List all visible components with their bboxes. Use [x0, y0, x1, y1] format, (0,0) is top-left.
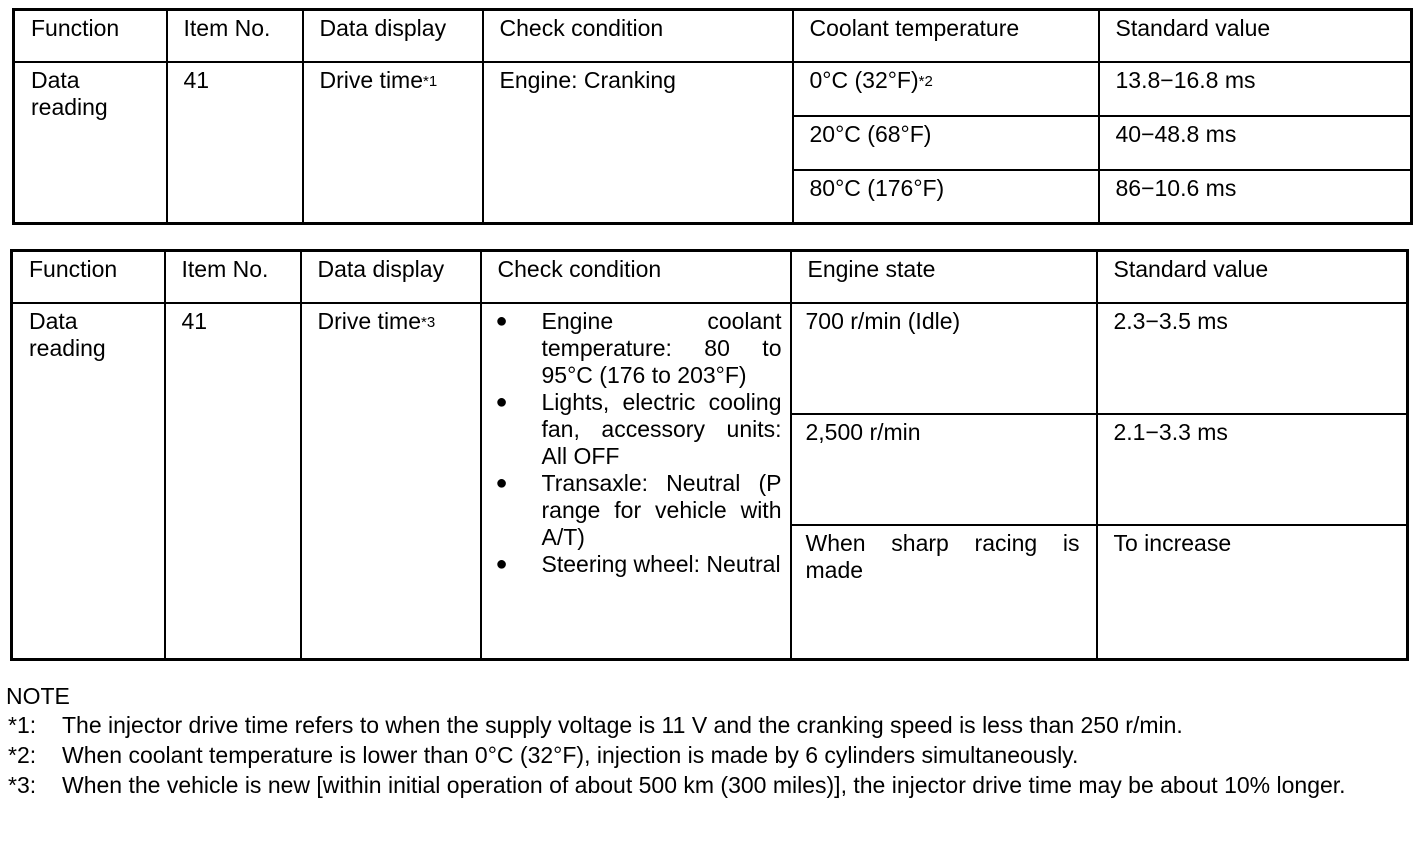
footnote-item: [6, 742, 1406, 769]
list-item: [492, 470, 790, 551]
data-display-cell: [303, 62, 483, 224]
engine-state-cell: When sharp racing is made: [791, 525, 1097, 660]
standard-value-cell: 2.1−3.3 ms: [1097, 414, 1408, 525]
list-item: [492, 308, 790, 389]
table-row: [14, 62, 1412, 116]
header-check-condition: Check condition: [483, 10, 793, 62]
list-item: [492, 389, 790, 470]
coolant-temp-text: 0°C (32°F): [809, 66, 919, 93]
condition-text: Transaxle: Neutral (P range for vehicle with A/T): [541, 469, 782, 550]
header-data-display: Data display: [303, 10, 483, 62]
footnote-ref: *1: [423, 72, 438, 90]
coolant-temp-cell: 80°C (176°F): [793, 170, 1099, 224]
header-function: Function: [12, 251, 165, 303]
bullet-icon: ●: [495, 552, 508, 575]
engine-state-cell: 700 r/min (Idle): [791, 303, 1097, 414]
data-display-text: Drive time: [319, 66, 424, 93]
footnote-item: [6, 712, 1406, 739]
data-display-text: Drive time: [317, 307, 422, 334]
check-condition-cell: Engine: Cranking: [483, 62, 793, 224]
bullet-icon: ●: [495, 309, 508, 332]
footnote-item: [6, 772, 1406, 799]
header-function: Function: [14, 10, 167, 62]
item-no-cell: 41: [167, 62, 303, 224]
condition-text: Lights, electric cooling fan, accessory units: All OFF: [541, 388, 782, 469]
notes-section: [6, 683, 1406, 802]
header-engine-state: Engine state: [791, 251, 1097, 303]
check-condition-cell: [481, 303, 791, 660]
standard-value-cell: 2.3−3.5 ms: [1097, 303, 1408, 414]
table-row: [12, 303, 1408, 414]
header-check-condition: Check condition: [481, 251, 791, 303]
coolant-temperature-table: [12, 8, 1413, 225]
coolant-temp-cell: 20°C (68°F): [793, 116, 1099, 170]
footnote-mark: *1:: [8, 712, 37, 738]
condition-list: [492, 308, 790, 578]
footnote-text: When coolant temperature is lower than 0°C (32°F), injection is made by 6 cylinders simultaneously.: [62, 742, 1079, 768]
footnote-mark: *3:: [8, 772, 37, 798]
header-standard-value: Standard value: [1097, 251, 1408, 303]
footnote-ref: *2: [918, 72, 933, 90]
condition-text: Engine coolant temperature: 80 to 95°C (176 to 203°F): [541, 307, 782, 388]
table-header-row: [14, 10, 1412, 62]
header-coolant-temperature: Coolant temperature: [793, 10, 1099, 62]
header-data-display: Data display: [301, 251, 481, 303]
bullet-icon: ●: [495, 471, 508, 494]
function-cell: Data reading: [14, 62, 167, 224]
footnote-ref: *3: [421, 313, 436, 331]
standard-value-cell: To increase: [1097, 525, 1408, 660]
table-header-row: [12, 251, 1408, 303]
bullet-icon: ●: [495, 390, 508, 413]
standard-value-cell: 40−48.8 ms: [1099, 116, 1412, 170]
engine-state-cell: 2,500 r/min: [791, 414, 1097, 525]
note-title: NOTE: [6, 683, 70, 709]
header-standard-value: Standard value: [1099, 10, 1412, 62]
engine-state-table-body: [10, 249, 1409, 661]
list-item: [492, 551, 790, 578]
header-item-no: Item No.: [165, 251, 301, 303]
standard-value-cell: 86−10.6 ms: [1099, 170, 1412, 224]
data-display-cell: [301, 303, 481, 660]
footnote-text: When the vehicle is new [within initial operation of about 500 km (300 miles)], the injector drive time may be about 10% longer.: [62, 772, 1346, 798]
standard-value-cell: 13.8−16.8 ms: [1099, 62, 1412, 116]
item-no-cell: 41: [165, 303, 301, 660]
header-item-no: Item No.: [167, 10, 303, 62]
footnote-text: The injector drive time refers to when the supply voltage is 11 V and the cranking speed is less than 250 r/min.: [62, 712, 1183, 738]
footnote-mark: *2:: [8, 742, 37, 768]
function-cell: Data reading: [12, 303, 165, 660]
condition-text: Steering wheel: Neutral: [541, 550, 781, 577]
coolant-temp-cell: [793, 62, 1099, 116]
